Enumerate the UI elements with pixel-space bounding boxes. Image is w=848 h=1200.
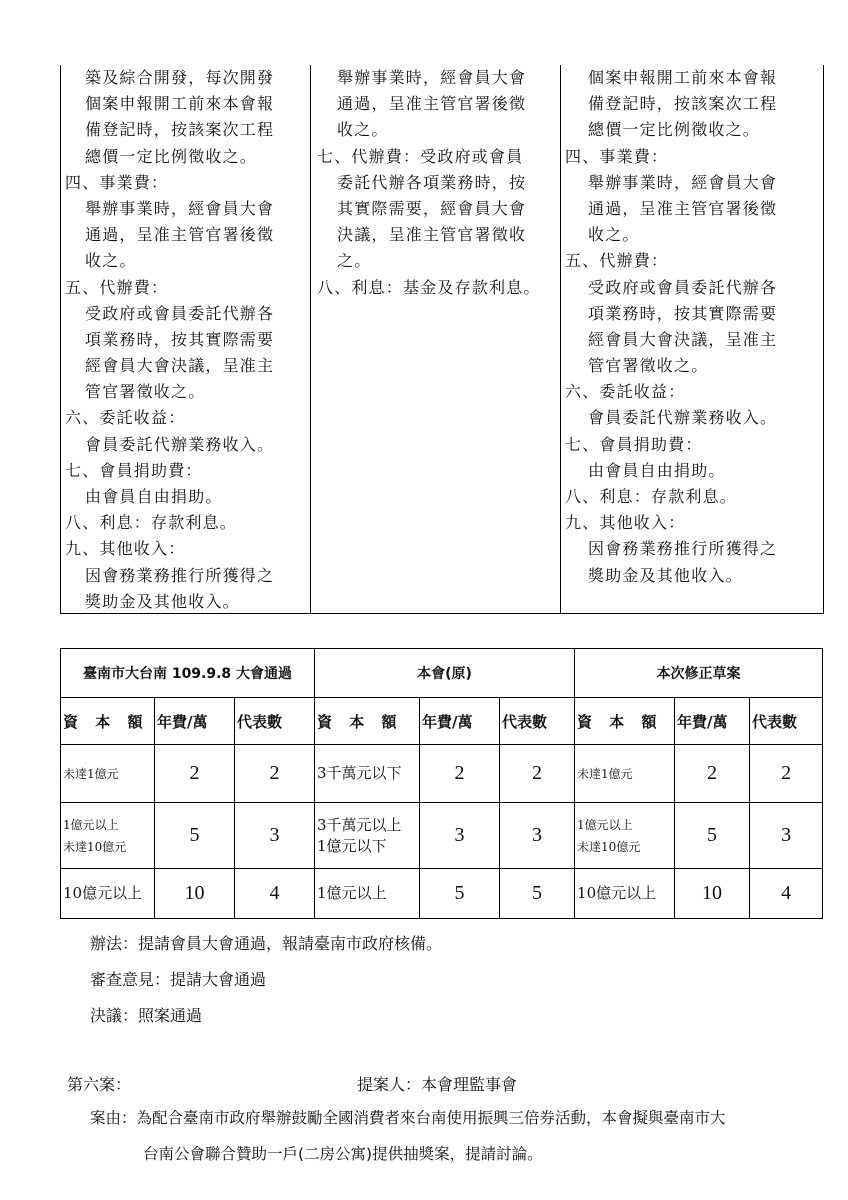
text-line: 由會員自由捐助。 <box>588 460 726 480</box>
text-line: 由會員自由捐助。 <box>85 487 223 506</box>
text-line: 獎助金及其他收入。 <box>85 591 240 611</box>
table-row <box>61 745 823 803</box>
annual-fee-cell: 5 <box>155 803 235 869</box>
text-line: 四、事業費： <box>565 146 669 166</box>
text-line: 決議，呈准主管官署徵收 <box>337 225 527 245</box>
text-line: 九、其他收入： <box>65 539 186 559</box>
text-line: 七、會員捐助費： <box>65 460 203 480</box>
text-line: 舉辦事業時，經會員大會 <box>337 68 527 87</box>
representatives-cell: 3 <box>235 803 315 869</box>
text-line: 六、委託收益： <box>565 382 686 402</box>
text-line: 項業務時，按其實際需要 <box>588 303 778 323</box>
capital-line: 未達10億元 <box>63 839 127 854</box>
text-line: 之。 <box>337 251 372 271</box>
text-line: 七、代辦費：受政府或會員 <box>317 146 524 166</box>
column-header: 資 本 額 <box>61 698 155 745</box>
column-header: 資 本 額 <box>575 698 675 745</box>
capital-cell: 1億元以上 <box>315 869 420 919</box>
capital-line: 1億元以上 <box>577 817 633 832</box>
representatives-cell: 3 <box>750 803 823 869</box>
text-line: 個案申報開工前來本會報 <box>588 68 778 87</box>
text-line: 六、委託收益： <box>65 408 186 428</box>
group-header: 臺南市大台南 109.9.8 大會通過 <box>61 649 315 698</box>
capital-cell: 未達1億元 <box>575 745 675 803</box>
text-line: 八、利息：基金及存款利息。 <box>317 277 541 297</box>
annual-fee-cell: 10 <box>155 869 235 919</box>
representatives-cell: 5 <box>500 869 575 919</box>
representatives-cell: 2 <box>750 745 823 803</box>
text-line: 通過，呈准主管官署後徵 <box>337 94 527 114</box>
decision-text: 決議：照案通過 <box>90 1006 203 1025</box>
column-header: 年費/萬 <box>420 698 500 745</box>
text-line: 舉辦事業時，經會員大會 <box>85 198 275 218</box>
table-row <box>61 869 823 919</box>
annual-fee-cell: 2 <box>420 745 500 803</box>
capital-cell: 10億元以上 <box>575 869 675 919</box>
annual-fee-cell: 5 <box>420 869 500 919</box>
column-header: 代表數 <box>500 698 575 745</box>
capital-cell: 3千萬元以下 <box>315 745 420 803</box>
articles-comparison-table <box>60 65 824 614</box>
capital-cell: 10億元以上 <box>61 869 155 919</box>
column-right <box>561 65 823 613</box>
annual-fee-cell: 5 <box>675 803 750 869</box>
text-line: 個案申報開工前來本會報 <box>85 94 275 114</box>
representatives-cell: 2 <box>235 745 315 803</box>
text-line: 管官署徵收之。 <box>85 382 206 402</box>
text-line: 受政府或會員委託代辦各 <box>85 303 275 323</box>
text-line: 八、利息：存款利息。 <box>65 513 238 533</box>
text-line: 總價一定比例徵收之。 <box>85 146 258 166</box>
text-line: 經會員大會決議，呈准主 <box>588 329 778 349</box>
group-header: 本次修正草案 <box>575 649 823 698</box>
text-line: 五、代辦費： <box>565 251 669 271</box>
text-line: 備登記時，按該案次工程 <box>85 120 275 140</box>
text-line: 四、事業費： <box>65 172 169 192</box>
text-line: 因會務業務推行所獲得之 <box>588 539 778 559</box>
annual-fee-cell: 10 <box>675 869 750 919</box>
group-header-row <box>61 649 823 698</box>
fee-comparison-table <box>60 648 823 919</box>
annual-fee-cell: 2 <box>155 745 235 803</box>
group-header: 本會(原) <box>315 649 575 698</box>
case-reason-line: 案由：為配合臺南市政府舉辦鼓勵全國消費者來台南使用振興三倍券活動，本會擬與臺南市大 <box>90 1109 726 1127</box>
text-line: 會員委託代辦業務收入。 <box>85 434 275 454</box>
column-header: 資 本 額 <box>315 698 420 745</box>
text-line: 收之。 <box>588 225 640 245</box>
column-header-row <box>61 698 823 745</box>
proposer-text: 提案人：本會理監事會 <box>357 1075 518 1094</box>
text-line: 五、代辦費： <box>65 277 169 297</box>
column-header: 代表數 <box>235 698 315 745</box>
text-line: 因會務業務推行所獲得之 <box>85 565 275 585</box>
case-label: 第六案： <box>67 1075 132 1094</box>
representatives-cell: 3 <box>500 803 575 869</box>
text-line: 經會員大會決議，呈准主 <box>85 356 275 376</box>
text-line: 總價一定比例徵收之。 <box>588 120 761 140</box>
text-line: 項業務時，按其實際需要 <box>85 329 275 349</box>
column-left <box>61 65 311 613</box>
method-text: 辦法：提請會員大會通過，報請臺南市政府核備。 <box>90 934 443 953</box>
capital-line: 1億元以上 <box>63 817 119 832</box>
column-header: 年費/萬 <box>155 698 235 745</box>
text-line: 九、其他收入： <box>565 513 686 533</box>
annual-fee-cell: 3 <box>420 803 500 869</box>
representatives-cell: 2 <box>500 745 575 803</box>
text-line: 其實際需要，經會員大會 <box>337 198 527 218</box>
representatives-cell: 4 <box>235 869 315 919</box>
text-line: 會員委託代辦業務收入。 <box>588 408 778 428</box>
review-opinion-text: 審查意見：提請大會通過 <box>90 970 267 989</box>
capital-line: 未達10億元 <box>577 839 641 854</box>
case-reason-line: 台南公會聯合贊助一戶(二房公寓)提供抽獎案，提請討論。 <box>143 1145 543 1163</box>
column-header: 代表數 <box>750 698 823 745</box>
text-line: 築及綜合開發，每次開發 <box>85 68 275 87</box>
capital-cell <box>575 803 675 869</box>
text-line: 收之。 <box>337 120 389 140</box>
annual-fee-cell: 2 <box>675 745 750 803</box>
capital-line: 3千萬元以上 <box>317 815 402 834</box>
column-middle <box>311 65 561 613</box>
text-line: 舉辦事業時，經會員大會 <box>588 172 778 192</box>
capital-line: 1億元以下 <box>317 836 387 855</box>
text-line: 八、利息：存款利息。 <box>565 487 738 506</box>
capital-cell: 未達1億元 <box>61 745 155 803</box>
capital-cell <box>61 803 155 869</box>
text-line: 受政府或會員委託代辦各 <box>588 277 778 297</box>
text-line: 通過，呈准主管官署後徵 <box>588 198 778 218</box>
text-line: 通過，呈准主管官署後徵 <box>85 225 275 245</box>
table-row <box>61 803 823 869</box>
representatives-cell: 4 <box>750 869 823 919</box>
text-line: 備登記時，按該案次工程 <box>588 94 778 114</box>
column-header: 年費/萬 <box>675 698 750 745</box>
text-line: 收之。 <box>85 251 137 271</box>
text-line: 管官署徵收之。 <box>588 356 709 376</box>
text-line: 委託代辦各項業務時，按 <box>337 172 527 192</box>
text-line: 七、會員捐助費： <box>565 434 703 454</box>
capital-cell <box>315 803 420 869</box>
text-line: 獎助金及其他收入。 <box>588 565 743 585</box>
